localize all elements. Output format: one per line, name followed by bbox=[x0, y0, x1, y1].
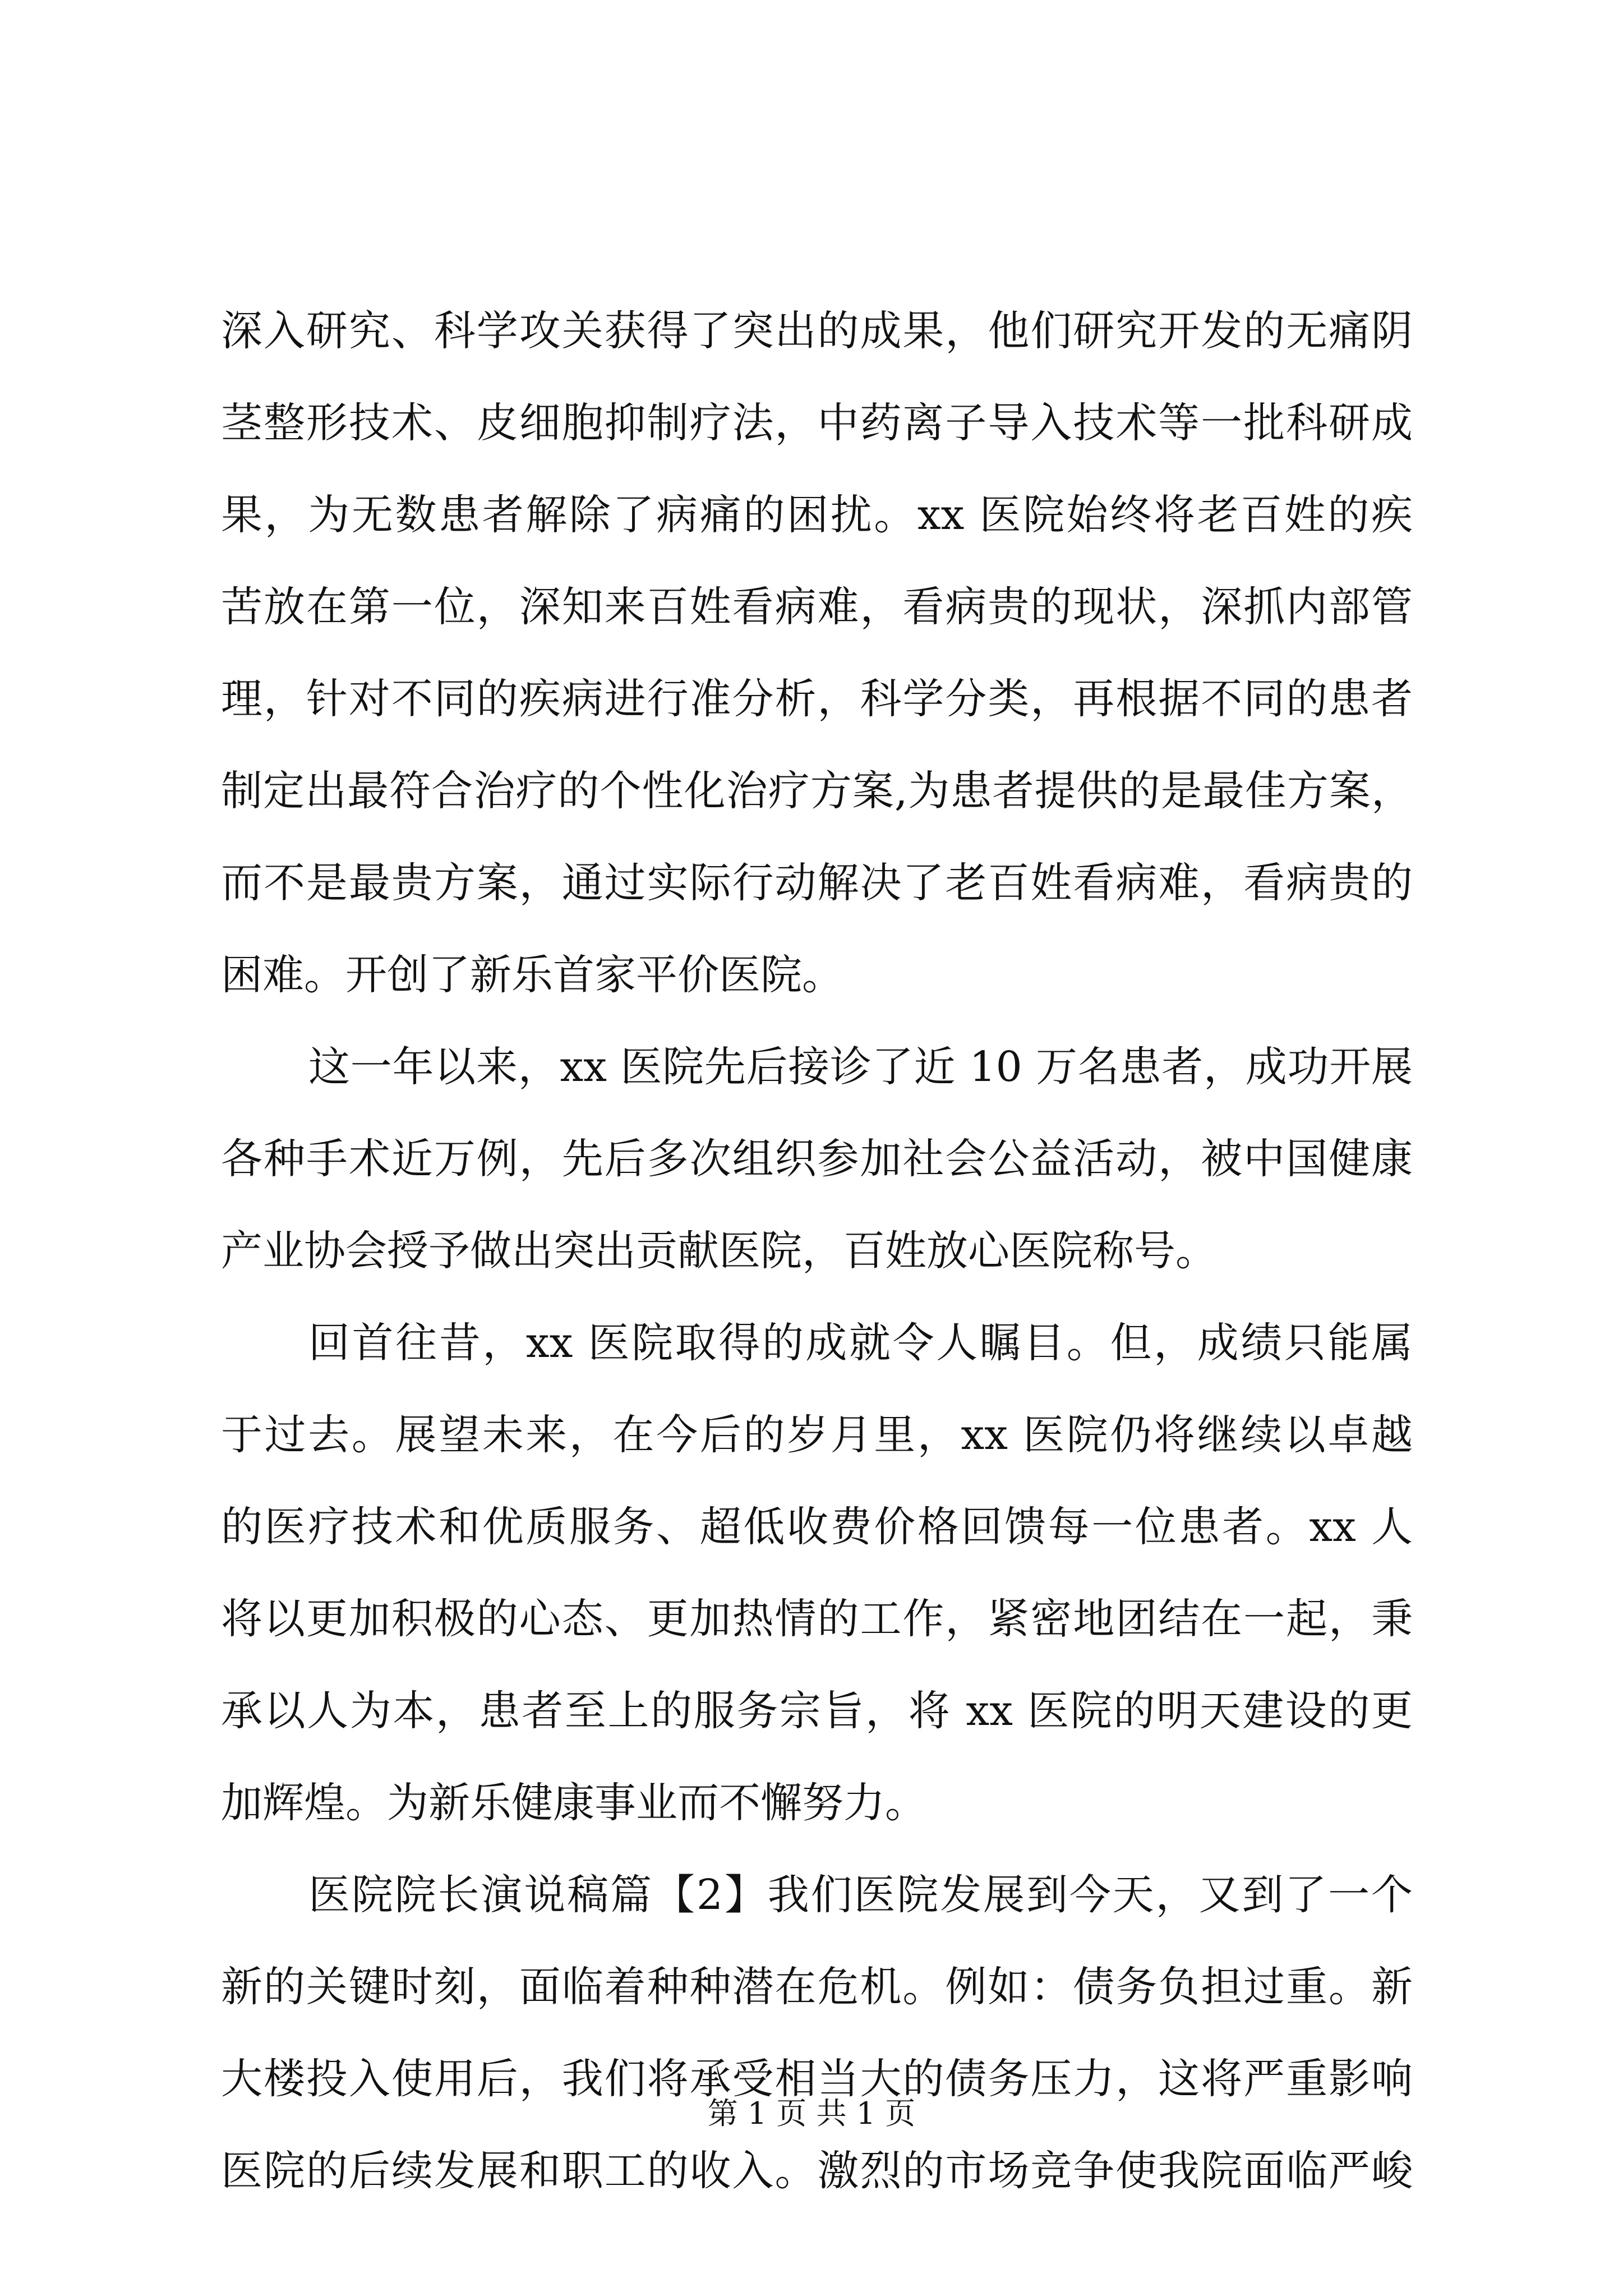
document-body bbox=[221, 285, 1413, 2217]
paragraph-first-line: 这一年以来，xx 医院先后接诊了近 10 万名患者，成功开展 bbox=[308, 1043, 1413, 1091]
text-line: 承以人为本，患者至上的服务宗旨，将 xx 医院的明天建设的更 bbox=[221, 1687, 1413, 1735]
text-line: 于过去。展望未来，在今后的岁月里，xx 医院仍将继续以卓越 bbox=[221, 1411, 1413, 1459]
text-line: 各种手术近万例，先后多次组织参加社会公益活动，被中国健康 bbox=[221, 1135, 1413, 1183]
text-line: 果，为无数患者解除了病痛的困扰。xx 医院始终将老百姓的疾 bbox=[221, 491, 1413, 539]
text-line: 困难。开创了新乐首家平价医院。 bbox=[221, 951, 843, 999]
text-line: 产业协会授予做出突出贡献医院，百姓放心医院称号。 bbox=[221, 1227, 1217, 1275]
text-line: 医院的后续发展和职工的收入。激烈的市场竞争使我院面临严峻 bbox=[221, 2147, 1413, 2195]
text-line: 而不是最贵方案，通过实际行动解决了老百姓看病难，看病贵的 bbox=[221, 859, 1413, 907]
page-number-footer: 第 1 页 共 1 页 bbox=[707, 2096, 916, 2131]
text-line: 苦放在第一位，深知来百姓看病难，看病贵的现状，深抓内部管 bbox=[221, 583, 1413, 631]
text-line: 茎整形技术、皮细胞抑制疗法，中药离子导入技术等一批科研成 bbox=[221, 399, 1413, 447]
paragraph-first-line: 医院院长演说稿篇【2】我们医院发展到今天，又到了一个 bbox=[308, 1871, 1413, 1919]
text-line: 理，针对不同的疾病进行准分析，科学分类，再根据不同的患者 bbox=[221, 675, 1413, 723]
text-line: 深入研究、科学攻关获得了突出的成果，他们研究开发的无痛阴 bbox=[221, 307, 1413, 355]
paragraph-first-line: 回首往昔，xx 医院取得的成就令人瞩目。但，成绩只能属 bbox=[308, 1319, 1413, 1367]
text-line: 的医疗技术和优质服务、超低收费价格回馈每一位患者。xx 人 bbox=[221, 1503, 1413, 1551]
text-line: 新的关键时刻，面临着种种潜在危机。例如：债务负担过重。新 bbox=[221, 1963, 1413, 2011]
text-line: 制定出最符合治疗的个性化治疗方案,为患者提供的是最佳方案， bbox=[221, 767, 1413, 815]
text-line: 将以更加积极的心态、更加热情的工作，紧密地团结在一起，秉 bbox=[221, 1595, 1413, 1643]
text-line: 大楼投入使用后，我们将承受相当大的债务压力，这将严重影响 bbox=[221, 2055, 1413, 2103]
text-line: 加辉煌。为新乐健康事业而不懈努力。 bbox=[221, 1779, 926, 1827]
